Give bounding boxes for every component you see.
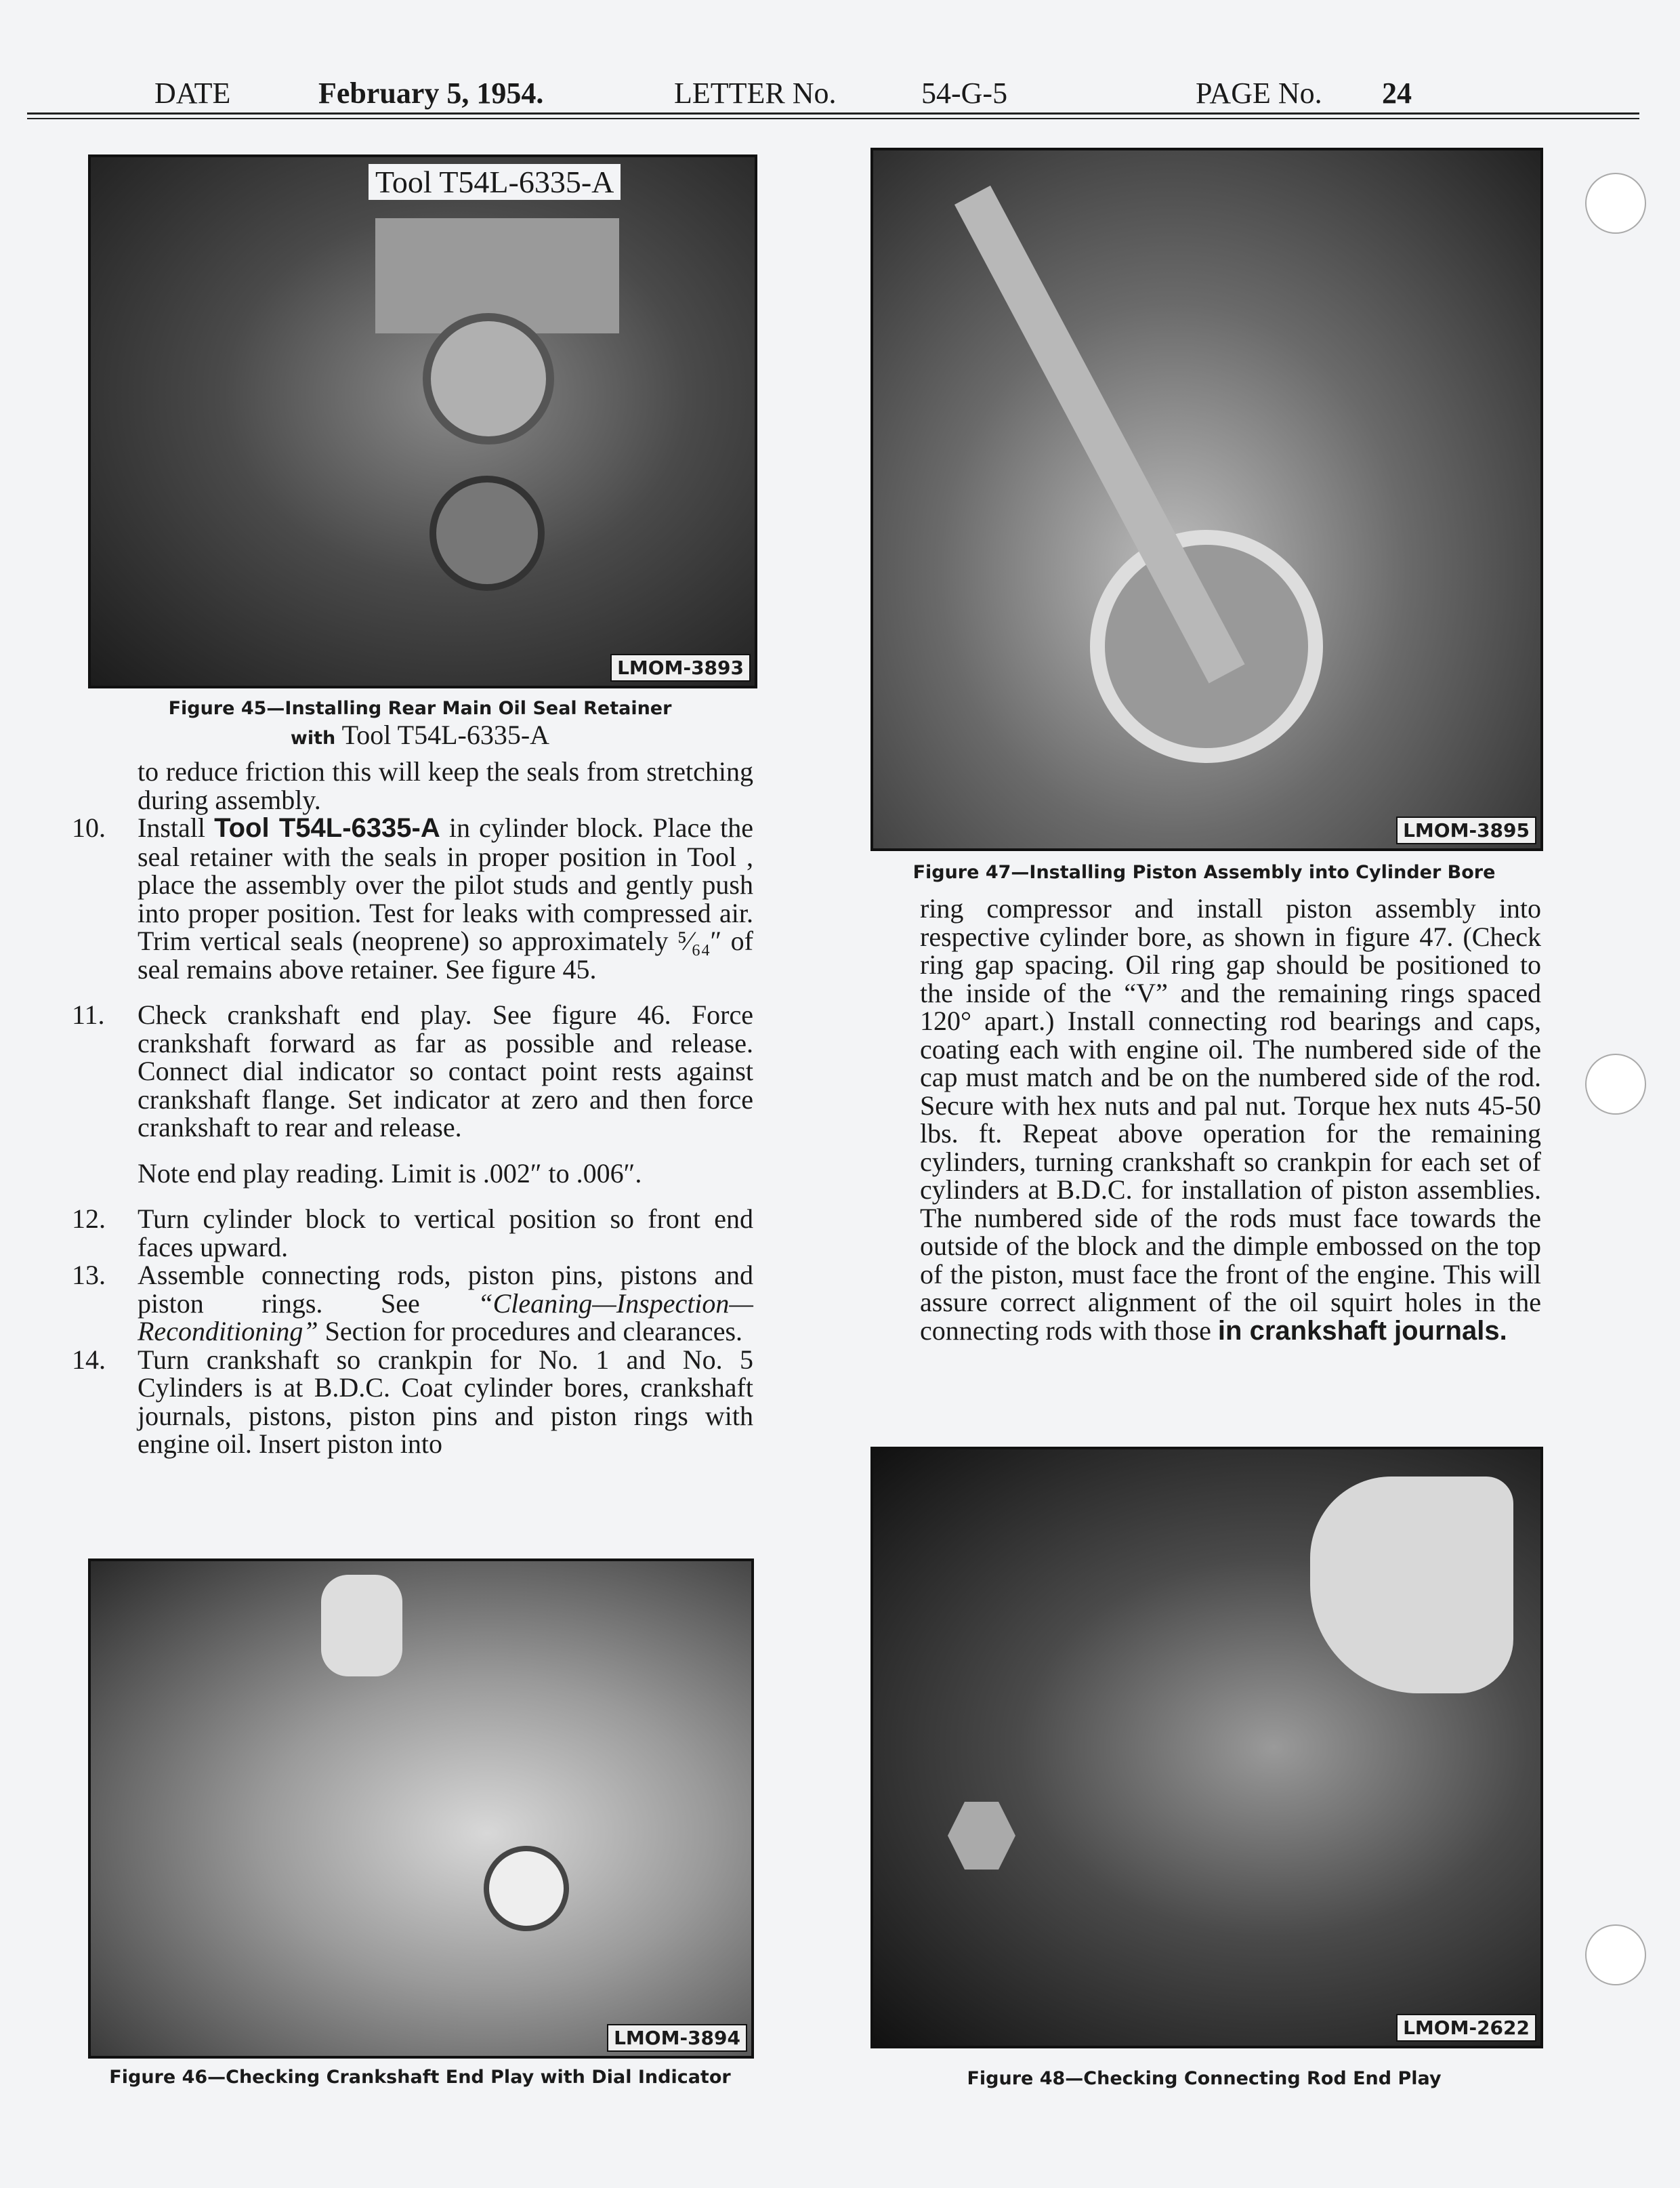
page-header (0, 76, 1639, 117)
intro-paragraph: to reduce friction this will keep the seals from stretching during assembly. (138, 756, 753, 815)
left-column-text (72, 758, 753, 1458)
step-12 (72, 1205, 753, 1261)
figure-48-photo (870, 1447, 1543, 2048)
dial-indicator (484, 1846, 569, 1931)
caption-line: Figure 45—Installing Rear Main Oil Seal Retainer (168, 698, 672, 719)
binder-hole (1585, 173, 1646, 234)
hex-nut (948, 1802, 1015, 1870)
figure-47-photo (870, 148, 1543, 851)
step-number: 12. (72, 1203, 106, 1234)
caption-prefix: with (290, 728, 336, 749)
header-rule (27, 118, 1639, 119)
figure-48-caption: Figure 48—Checking Connecting Rod End Play (967, 2068, 1442, 2089)
section-reference: “Cleaning—Inspection—Reconditioning” (138, 1287, 753, 1346)
step-text: Section for procedures and clearances. (324, 1316, 743, 1346)
hand (321, 1575, 402, 1676)
step-14 (72, 1346, 753, 1458)
step-11-note: Note end play reading. Limit is .002″ to .006″. (138, 1157, 642, 1189)
step-text: Turn crankshaft so crankpin for No. 1 and No. 5 Cylinders is at B.D.C. Coat cylinder bores, crankshaft journals, pistons, piston pins and piston rings with engine oil. Insert piston into (138, 1344, 753, 1459)
figure-tag: LMOM-3893 (610, 654, 751, 682)
step-11 (72, 1001, 753, 1142)
binder-hole (1585, 1924, 1646, 1985)
step-number: 11. (72, 999, 105, 1030)
step-number: 10. (72, 812, 106, 843)
step-10 (72, 814, 753, 983)
tool-number: Tool T54L-6335-A (214, 813, 440, 843)
hand (1310, 1477, 1513, 1693)
figure-46-caption: Figure 46—Checking Crankshaft End Play with Dial Indicator (109, 2067, 731, 2088)
date-value: February 5, 1954. (318, 77, 544, 110)
letter-label: LETTER No. (674, 77, 837, 110)
seal-retainer (423, 313, 554, 445)
right-column-text (920, 894, 1541, 1345)
caption-tool: Tool T54L-6335-A (341, 720, 550, 750)
bore (429, 476, 545, 591)
step-text: Install (138, 812, 205, 843)
binder-hole (1585, 1054, 1646, 1115)
step-number: 13. (72, 1260, 106, 1290)
figure-47-caption: Figure 47—Installing Piston Assembly into Cylinder Bore (912, 862, 1496, 883)
step-text: Assemble connecting rods, piston pins, pistons and piston rings. See (138, 1260, 753, 1319)
step-text: in cylinder block. Place the seal retainer with the seals in proper position in Tool , place the assembly over the pilot studs and gently push into proper position. Test for leaks with compressed air. Trim vertical seals (neoprene) so approximately ⁵⁄₆₄″ of seal remains above retainer. See figure 45. (138, 812, 754, 985)
header-rule (27, 112, 1639, 115)
figure-tag: LMOM-3895 (1396, 817, 1536, 844)
step-number: 14. (72, 1344, 106, 1375)
page-value: 24 (1382, 77, 1412, 110)
figure-46-photo (88, 1559, 754, 2059)
letter-value: 54-G-5 (921, 77, 1008, 110)
tool-callout: Tool T54L-6335-A (369, 164, 621, 200)
figure-tag: LMOM-3894 (607, 2024, 747, 2052)
page-label: PAGE No. (1196, 77, 1322, 110)
figure-45-photo (88, 154, 757, 688)
paragraph-end: in crankshaft journals. (1217, 1315, 1507, 1346)
step-text: Check crankshaft end play. See figure 46. Force crankshaft forward as far as possible and release. Connect dial indicator so contact point rests against crankshaft flange. Set indicator at zero and then force crankshaft to rear and release. (138, 999, 753, 1142)
step-13 (72, 1261, 753, 1346)
figure-45-caption (88, 698, 752, 751)
date-label: DATE (154, 77, 231, 110)
figure-tag: LMOM-2622 (1396, 2014, 1536, 2042)
step-text: Turn cylinder block to vertical position so front end faces upward. (138, 1203, 753, 1262)
paragraph: ring compressor and install piston assembly into respective cylinder bore, as shown in figure 47. (Check ring gap spacing. Oil ring gap should be positioned to the inside of the “V” and the remaining rings spaced 120° apart.) Install connecting rod bearings and caps, coating each with engine oil. The numbered side of the cap must match and be on the numbered side of the rod. Secure with hex nuts and pal nut. Torque hex nuts 45-50 lbs. ft. Repeat above operation for the remaining cylinders, turning crankshaft so crankpin for each set of cylinders at B.D.C. for installation of piston assemblies. The numbered side of the rods must face towards the outside of the block and the dimple embossed on the top of the piston, must face the front of the engine. This will assure correct alignment of the oil squirt holes in the connecting rods with those (920, 893, 1541, 1346)
